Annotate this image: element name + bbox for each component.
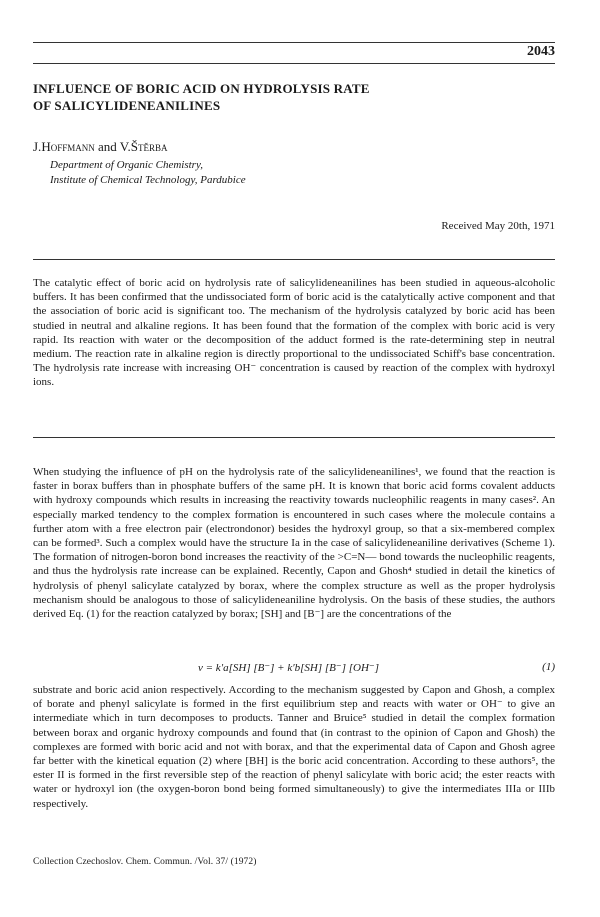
page-number: 2043 — [527, 44, 555, 59]
author-2-name: Štěrba — [130, 139, 168, 154]
received-date: Received May 20th, 1971 — [441, 220, 555, 232]
equation-number: (1) — [542, 661, 555, 673]
affiliation-line-1: Department of Organic Chemistry, — [50, 159, 203, 171]
abstract-rule-top — [33, 259, 555, 260]
article-title — [33, 80, 553, 114]
header-rule — [33, 63, 555, 64]
title-line-2: OF SALICYLIDENEANILINES — [33, 98, 221, 113]
affiliation — [50, 158, 246, 188]
top-rule — [33, 42, 555, 43]
body-text-part-2: substrate and boric acid anion respectively. According to the mechanism suggested by Capon and Ghosh, a complex of borate and phenyl salicylate is formed in the first equilibrium step and reacts with water or OH⁻ to give an intermediate which in turn decomposes to products. Tanner and Bruice⁵ studied in detail the complex formation between borax and organic hydroxy compounds and found that (in contrast to the opinion of Capon and Ghosh) the complexes are formed with boric acid and not with borax, and that the experimental data of Capon and Ghosh agree far better with the kinetical equation (2) where [BH] is the boric acid concentration. According to these authors⁵, the ester II is formed in the first reversible step of the reaction of phenyl salicylate with boric acid; the ester reacts with water or hydroxyl ion (the oxygen-boron bond being formed simultaneously) to give the intermediates IIIa or IIIb respectively. — [33, 684, 555, 810]
authors — [33, 139, 167, 155]
author-1-name: Hoffmann — [41, 139, 95, 154]
affiliation-line-2: Institute of Chemical Technology, Pardubice — [50, 174, 246, 186]
abstract: The catalytic effect of boric acid on hydrolysis rate of salicylideneanilines has been studied in aqueous-alcoholic buffers. It has been confirmed that the undissociated form of boric acid is the catalytically active component and that the association of boric acid is significant too. The mechanism of the hydrolysis catalyzed by boric acid has been studied in neutral and alkaline regions. It has been found that the formation of the complex with boric acid is very rapid. Its reaction with water or the decomposition of the adduct formed is the rate-determining step in neutral medium. The reaction rate in alkaline region is directly proportional to the undissociated Schiff's base concentration. The hydrolysis rate increase with increasing OH⁻ concentration is caused by reaction of the complex with hydroxyl ions. — [33, 277, 555, 389]
title-line-1: INFLUENCE OF BORIC ACID ON HYDROLYSIS RATE — [33, 81, 370, 96]
abstract-rule-bottom — [33, 437, 555, 438]
footer-citation: Collection Czechoslov. Chem. Commun. /Vol. 37/ (1972) — [33, 857, 257, 867]
body-text-part-1 — [33, 465, 555, 621]
equation-expression: v = k′a[SH] [B⁻] + k′b[SH] [B⁻] [OH⁻] — [198, 662, 379, 674]
paragraph-intro: When studying the influence of pH on the hydrolysis rate of the salicylideneanilines¹, we found that the reaction is faster in borax buffers than in phosphate buffers of the same pH. It is known that boric acid forms covalent adducts with hydroxy compounds which results in increasing the reactivity towards nucleophilic reagents in many cases². An especially marked tendency to the complex formation is encountered in such cases where the molecule contains a further atom with a free electron pair (electrondonor) besides the hydroxyl group, so that a six-membered complex can be formed³. Such a complex would have the structure Ia in the case of salicylideneaniline derivatives (Scheme 1). The formation of nitrogen-boron bond increases the reactivity of the >C=N— bond towards the nucleophilic reagents, and thus the hydrolysis rate increase can be explained. Recently, Capon and Ghosh⁴ studied in detail the kinetics of hydrolysis of phenyl salicylate catalyzed by borax, where the complex structure as well as the proper hydrolysis mechanism should be analogous to those of salicylideneaniline hydrolysis. On the basis of these studies, the authors derived Eq. (1) for the reaction catalyzed by borax; [SH] and [B⁻] are the concentrations of the — [33, 466, 555, 621]
authors-and: and — [94, 139, 120, 154]
author-1-initial: J. — [33, 139, 42, 154]
author-2-initial: V. — [119, 139, 131, 154]
